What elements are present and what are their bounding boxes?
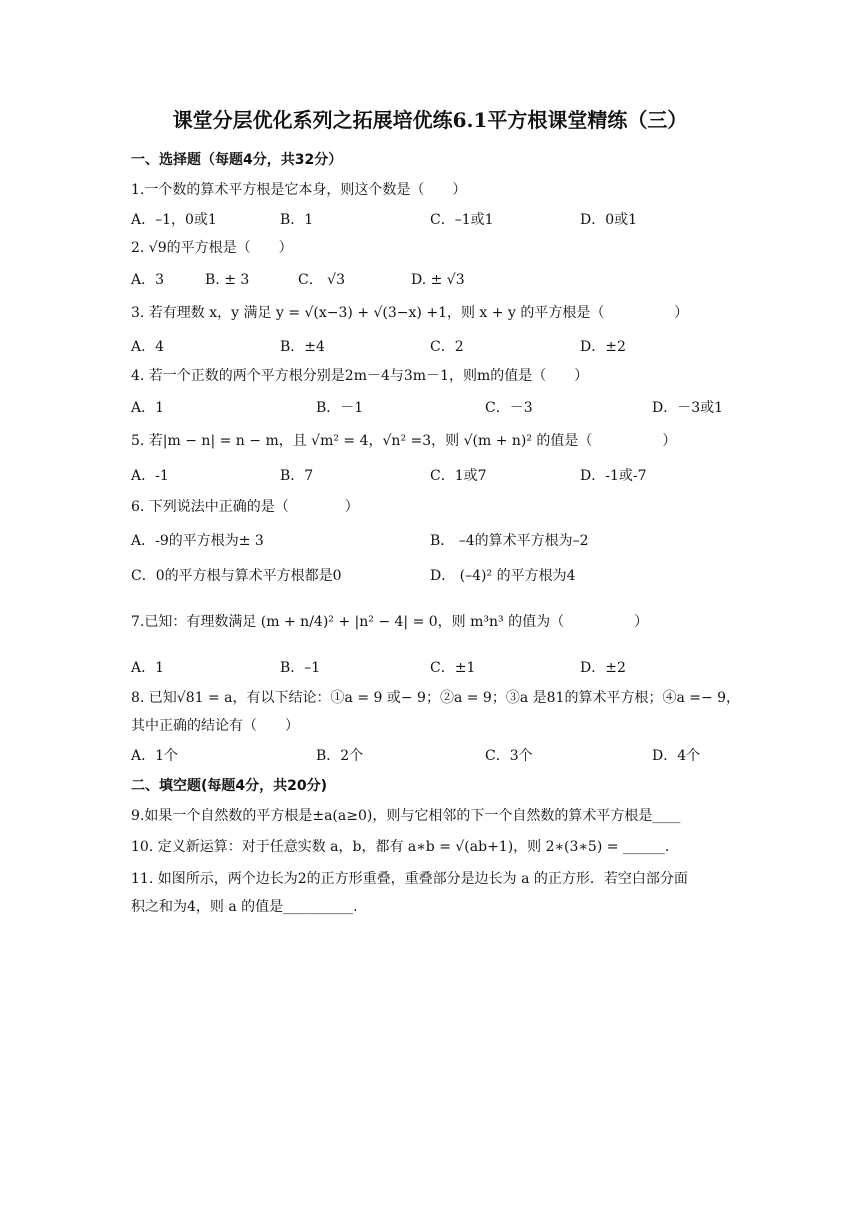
question-9-stem: 9.如果一个自然数的平方根是±a(a≥0)，则与它相邻的下一个自然数的算术平方根是____ bbox=[131, 808, 681, 824]
question-3-option-d: D．±2 bbox=[580, 339, 626, 355]
question-7-option-b: B．–1 bbox=[280, 660, 321, 676]
question-5-option-b: B．7 bbox=[280, 468, 314, 484]
question-10-stem: 10. 定义新运算：对于任意实数 a，b，都有 a∗b = √(ab+1)，则 2∗(3∗5) = ______. bbox=[131, 839, 670, 855]
question-8-stem: 8. 已知√81 = a，有以下结论：①a = 9 或− 9；②a = 9；③a 是81的算术平方根；④a =− 9， bbox=[131, 690, 741, 706]
question-7-option-d: D．±2 bbox=[580, 660, 626, 676]
question-3-option-a: A．4 bbox=[131, 339, 165, 355]
question-2-option-c: C． √3 bbox=[298, 272, 345, 288]
question-2-stem: 2. √9的平方根是（ ） bbox=[131, 240, 293, 256]
question-4-option-b: B．－1 bbox=[316, 400, 364, 416]
question-5-option-d: D．-1或-7 bbox=[580, 468, 647, 484]
question-7-option-a: A．1 bbox=[131, 660, 165, 676]
question-1-option-c: C．–1或1 bbox=[430, 212, 494, 228]
question-2-option-a: A．3 bbox=[131, 272, 165, 288]
question-6-stem: 6. 下列说法中正确的是（ ） bbox=[131, 499, 359, 515]
question-1-option-a: A．–1，0或1 bbox=[131, 212, 217, 228]
question-6-option-d: D． (–4)² 的平方根为4 bbox=[430, 568, 576, 584]
question-8-option-d: D．4个 bbox=[652, 748, 701, 764]
question-3-stem: 3. 若有理数 x，y 满足 y = √(x−3) + √(3−x) +1，则 x + y 的平方根是（ ） bbox=[131, 305, 689, 321]
question-4-stem: 4. 若一个正数的两个平方根分别是2m－4与3m－1，则m的值是（ ） bbox=[131, 368, 589, 384]
question-11-stem-continued: 积之和为4，则 a 的值是__________. bbox=[131, 899, 358, 915]
question-7-option-c: C．±1 bbox=[430, 660, 476, 676]
page-title: 课堂分层优化系列之拓展培优练6.1平方根课堂精练（三） bbox=[172, 108, 688, 132]
question-5-stem: 5. 若|m − n| = n − m，且 √m² = 4，√n² =3，则 √(m + n)² 的值是（ ） bbox=[131, 433, 677, 449]
question-8-stem-continued: 其中正确的结论有（ ） bbox=[131, 718, 299, 734]
question-8-option-a: A．1个 bbox=[131, 748, 179, 764]
question-1-option-b: B．1 bbox=[280, 212, 314, 228]
question-4-option-c: C．－3 bbox=[485, 400, 533, 416]
question-2-option-b: B. ± 3 bbox=[205, 272, 250, 288]
question-4-option-d: D．－3或1 bbox=[652, 400, 724, 416]
question-3-option-b: B．±4 bbox=[280, 339, 325, 355]
section-fill-heading: 二、填空题(每题4分，共20分) bbox=[131, 778, 328, 794]
question-5-option-c: C．1或7 bbox=[430, 468, 487, 484]
question-11-stem: 11. 如图所示，两个边长为2的正方形重叠，重叠部分是边长为 a 的正方形．若空白部分面 bbox=[131, 871, 688, 887]
question-8-option-b: B．2个 bbox=[316, 748, 364, 764]
question-1-option-d: D．0或1 bbox=[580, 212, 638, 228]
section-choice-heading: 一、选择题（每题4分，共32分） bbox=[131, 152, 343, 168]
question-3-option-c: C．2 bbox=[430, 339, 464, 355]
question-2-option-d: D. ± √3 bbox=[411, 272, 465, 288]
question-8-option-c: C．3个 bbox=[485, 748, 533, 764]
question-6-option-a: A．-9的平方根为± 3 bbox=[131, 533, 264, 549]
question-7-stem: 7.已知：有理数满足 (m + n/4)² + |n² − 4| = 0，则 m³n³ 的值为（ ） bbox=[131, 614, 649, 630]
question-6-option-b: B． –4的算术平方根为–2 bbox=[430, 533, 589, 549]
question-5-option-a: A．-1 bbox=[131, 468, 169, 484]
question-4-option-a: A．1 bbox=[131, 400, 165, 416]
question-6-option-c: C．0的平方根与算术平方根都是0 bbox=[131, 568, 342, 584]
question-1-stem: 1.一个数的算术平方根是它本身，则这个数是（ ） bbox=[131, 182, 467, 198]
